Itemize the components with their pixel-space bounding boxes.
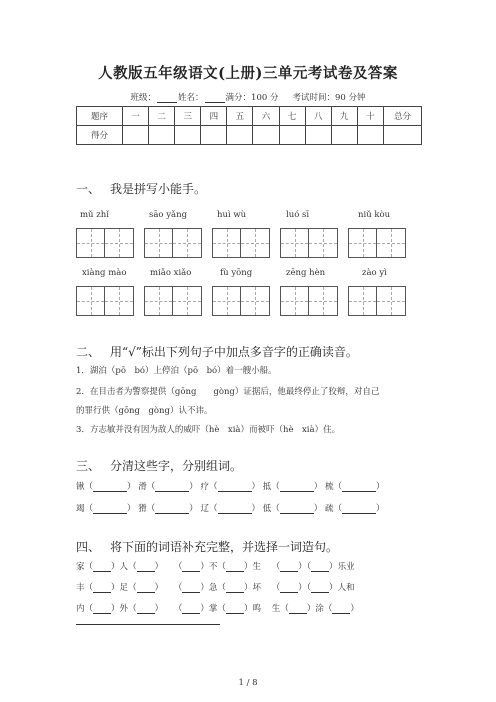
col-1: 一 (123, 107, 149, 126)
s4-char: 不 (208, 562, 218, 572)
answer-blank[interactable] (280, 483, 314, 492)
class-label: 班级： (130, 93, 157, 103)
score-cell[interactable] (201, 126, 227, 145)
writing-box[interactable] (76, 286, 134, 316)
section-4-title: 将下面的词语补充完整，并选择一词造句。 (110, 540, 339, 554)
answer-blank[interactable] (93, 584, 111, 593)
writing-box[interactable] (144, 286, 202, 316)
s4-char: 足 (119, 583, 129, 593)
pinyin-item: mǔ zhǐ (80, 210, 109, 220)
score-cell[interactable] (227, 126, 253, 145)
s4-char: 生 (271, 604, 281, 614)
writing-boxes-row-1 (76, 228, 422, 258)
answer-blank[interactable] (311, 563, 329, 572)
col-6: 六 (253, 107, 279, 126)
s4-char: 急 (208, 583, 218, 593)
s4-row-1: 家（ ）人（ ） （ ）不（ ）生 （ ）（ ）乐业 (76, 562, 355, 572)
s3-char: 滑 (138, 482, 147, 492)
answer-blank[interactable] (93, 605, 111, 614)
col-10: 十 (357, 107, 383, 126)
answer-blank[interactable] (332, 605, 350, 614)
answer-blank[interactable] (182, 584, 200, 593)
answer-blank[interactable] (93, 563, 111, 572)
exam-title: 人教版五年级语文(上册)三单元考试卷及答案 (98, 65, 398, 82)
writing-boxes-row-2 (76, 286, 422, 316)
section-1-number: 一、 (76, 182, 101, 196)
answer-blank[interactable] (289, 605, 307, 614)
col-3: 三 (175, 107, 201, 126)
s3-char: 锹 (76, 482, 85, 492)
pinyin-item: huì wù (217, 210, 247, 220)
writing-box[interactable] (76, 228, 134, 258)
answer-blank[interactable] (226, 584, 244, 593)
writing-box[interactable] (144, 228, 202, 258)
pinyin-item: zēng hèn (286, 268, 326, 278)
s3-row-2: 竭（ ） 猾（ ） 辽（ ） 低（ ） 疏（ ） (76, 504, 385, 514)
answer-blank[interactable] (182, 605, 200, 614)
sentence-answer-line[interactable] (76, 624, 220, 625)
section-2-number: 二、 (76, 345, 101, 359)
score-cell[interactable] (175, 126, 201, 145)
answer-blank[interactable] (218, 483, 252, 492)
answer-blank[interactable] (311, 584, 329, 593)
score-cell[interactable] (149, 126, 175, 145)
section-2-title: 用“√”标出下列句子中加点多音字的正确读音。 (110, 345, 358, 359)
s3-char: 抵 (262, 482, 272, 492)
answer-blank[interactable] (155, 505, 189, 514)
col-8: 八 (305, 107, 331, 126)
pinyin-item: niǔ kòu (358, 210, 391, 220)
section-1-heading (76, 180, 206, 197)
pinyin-item: sāo yǎng (149, 210, 188, 220)
s4-row-2: 丰（ ）足（ ） （ ）急（ ）坏 （ ）（ ）人和 (76, 583, 355, 593)
col-7: 七 (279, 107, 305, 126)
section-4-number: 四、 (76, 540, 101, 554)
exam-meta (0, 91, 496, 103)
s4-char: 外 (119, 604, 129, 614)
col-9: 九 (331, 107, 357, 126)
writing-box[interactable] (348, 228, 406, 258)
score-cell[interactable] (253, 126, 279, 145)
header-label-cell: 题序 (77, 107, 123, 126)
section-2-heading (76, 343, 358, 360)
s4-char: 鸣 (252, 604, 261, 614)
s4-char: 掌 (208, 604, 218, 614)
pinyin-item: xiàng mào (82, 268, 127, 278)
s4-char: 人和 (337, 583, 355, 593)
s3-char: 低 (262, 504, 272, 514)
score-cell[interactable] (357, 126, 383, 145)
score-cell[interactable] (123, 126, 149, 145)
s3-char: 竭 (76, 504, 85, 514)
s4-char: 人 (119, 562, 129, 572)
answer-blank[interactable] (226, 563, 244, 572)
score-label: 满分：100 分 (225, 93, 279, 103)
answer-blank[interactable] (137, 605, 155, 614)
score-table-score-row (77, 126, 422, 145)
s4-char: 丰 (76, 583, 85, 593)
answer-blank[interactable] (226, 605, 244, 614)
pinyin-item: zào yì (362, 268, 387, 278)
s4-row-3: 内（ ）外（ ） （ ）掌（ ）鸣 生（ ）涂（ ） (76, 604, 359, 614)
s2-question-3: 3．方志敏并没有因为敌人的威吓（hè xià）而被吓（hè xià）住。 (76, 425, 341, 435)
pinyin-item: fù yōng (220, 268, 253, 278)
score-cell[interactable] (331, 126, 357, 145)
total-label-cell: 总分 (384, 107, 422, 126)
answer-blank[interactable] (280, 584, 298, 593)
writing-box[interactable] (348, 286, 406, 316)
s4-char: 涂 (315, 604, 324, 614)
section-3-heading (76, 457, 242, 474)
s2-question-1: 1．湖泊（pō bó）上停泊（pō bó）着一艘小船。 (76, 366, 277, 376)
section-3-title: 分清这些字，分别组词。 (110, 459, 243, 473)
score-cell[interactable] (279, 126, 305, 145)
answer-blank[interactable] (93, 505, 127, 514)
score-row-label-cell: 得分 (77, 126, 123, 145)
page-number: 1 / 8 (238, 678, 258, 688)
s3-row-1: 锹（ ） 滑（ ） 疗（ ） 抵（ ） 梳（ ） (76, 482, 385, 492)
s2-question-2a: 2．在目击者为警察提供（gōng gòng）证据后，他最终停止了狡辩，对自己 (76, 387, 380, 397)
s4-char: 乐业 (337, 562, 355, 572)
answer-blank[interactable] (342, 505, 376, 514)
section-4-heading (76, 538, 338, 555)
section-1-title: 我是拼写小能手。 (110, 182, 207, 196)
s2-question-2b: 的罪行供（gōng gòng）认不讳。 (76, 406, 213, 416)
score-table (76, 106, 422, 145)
s4-char: 家 (76, 562, 85, 572)
answer-blank[interactable] (93, 483, 127, 492)
answer-blank[interactable] (342, 483, 376, 492)
pinyin-item: luó sī (286, 210, 310, 220)
s3-char: 猾 (138, 504, 147, 514)
s3-char: 疏 (324, 504, 334, 514)
total-score-cell[interactable] (384, 126, 422, 145)
answer-blank[interactable] (280, 505, 314, 514)
s4-char: 坏 (252, 583, 261, 593)
score-table-header-row (77, 107, 422, 126)
s3-char: 辽 (200, 504, 209, 514)
col-2: 二 (149, 107, 175, 126)
writing-box[interactable] (212, 228, 270, 258)
answer-blank[interactable] (137, 563, 155, 572)
section-3-number: 三、 (76, 459, 101, 473)
name-blank (205, 94, 225, 103)
writing-box[interactable] (280, 286, 338, 316)
writing-box[interactable] (280, 228, 338, 258)
writing-box[interactable] (212, 286, 270, 316)
score-cell[interactable] (305, 126, 331, 145)
s3-char: 梳 (324, 482, 334, 492)
answer-blank[interactable] (137, 584, 155, 593)
answer-blank[interactable] (218, 505, 252, 514)
class-blank (157, 94, 177, 103)
answer-blank[interactable] (155, 483, 189, 492)
answer-blank[interactable] (280, 563, 298, 572)
s3-char: 疗 (200, 482, 209, 492)
name-label: 姓名： (178, 93, 204, 103)
s4-char: 内 (76, 604, 85, 614)
col-5: 五 (227, 107, 253, 126)
time-label: 考试时间：90 分钟 (292, 93, 366, 103)
col-4: 四 (201, 107, 227, 126)
s4-char: 生 (252, 562, 261, 572)
answer-blank[interactable] (182, 563, 200, 572)
pinyin-item: miǎo xiǎo (150, 268, 192, 278)
